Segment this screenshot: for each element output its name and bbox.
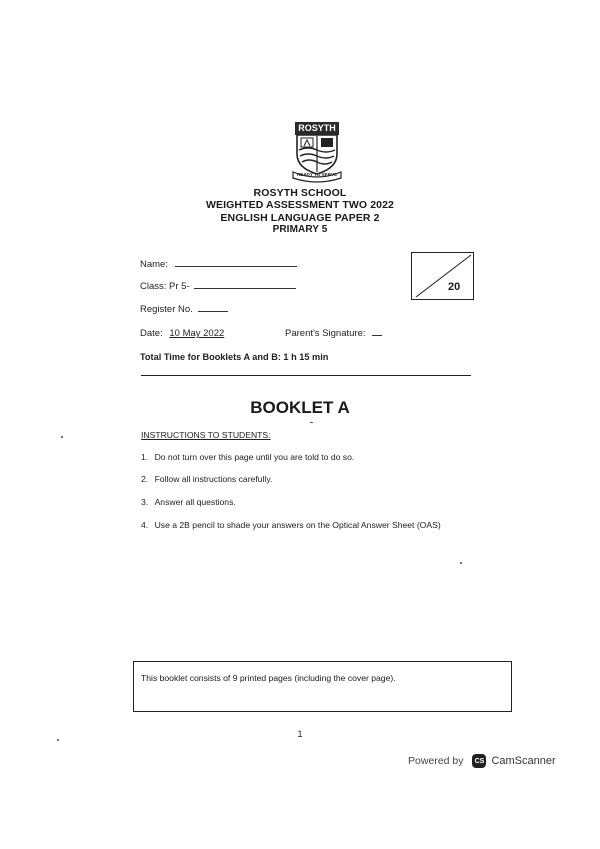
school-name: ROSYTH SCHOOL	[253, 187, 347, 199]
crest-name: ROSYTH	[298, 123, 336, 133]
date-field	[140, 328, 224, 339]
page-count-notice: This booklet consists of 9 printed pages (including the cover page).	[141, 673, 396, 683]
scan-speck	[57, 739, 59, 741]
assessment-title: WEIGHTED ASSESSMENT TWO 2022	[206, 199, 394, 211]
instructions-heading: INSTRUCTIONS TO STUDENTS:	[141, 430, 271, 440]
instruction-item-1	[141, 452, 354, 462]
instruction-number: 4.	[141, 520, 149, 530]
register-label: Register No.	[140, 304, 193, 315]
score-box	[411, 252, 474, 300]
register-field	[140, 304, 228, 315]
paper-title: ENGLISH LANGUAGE PAPER 2	[220, 212, 380, 224]
name-line	[175, 266, 297, 267]
instruction-text: Do not turn over this page until you are told to do so.	[154, 452, 355, 462]
scan-speck	[460, 562, 462, 564]
crest-motto: READY TO SERVE	[296, 172, 338, 177]
scan-speck	[61, 436, 63, 438]
camscanner-brand: CamScanner	[491, 755, 556, 767]
instruction-item-3	[141, 497, 236, 507]
instruction-item-4	[141, 520, 441, 530]
instruction-text: Use a 2B pencil to shade your answers on the Optical Answer Sheet (OAS)	[154, 520, 441, 530]
instruction-number: 3.	[141, 497, 149, 507]
camscanner-watermark	[408, 753, 556, 769]
instruction-number: 2.	[141, 474, 149, 484]
total-time: Total Time for Booklets A and B: 1 h 15 min	[140, 352, 329, 362]
signature-line	[372, 335, 382, 336]
class-field	[140, 281, 296, 292]
booklet-title: BOOKLET A	[250, 398, 350, 417]
header-divider	[141, 375, 471, 376]
camscanner-logo-icon	[472, 754, 486, 768]
signature-label: Parent's Signature:	[285, 328, 366, 339]
powered-by-text: Powered by	[408, 755, 464, 767]
instruction-number: 1.	[141, 452, 149, 462]
register-line	[198, 311, 228, 312]
page-number: 1	[297, 729, 303, 739]
class-line	[194, 288, 296, 289]
class-label: Class: Pr 5-	[140, 281, 190, 292]
school-crest	[291, 120, 343, 184]
signature-field	[285, 328, 382, 339]
instruction-text: Answer all questions.	[154, 497, 236, 507]
date-label: Date:	[140, 328, 163, 339]
scan-speck	[310, 422, 313, 423]
instruction-text: Follow all instructions carefully.	[154, 474, 273, 484]
score-total: 20	[448, 281, 461, 293]
camscanner-badge: CS	[474, 757, 485, 765]
date-value: 10 May 2022	[169, 328, 225, 339]
instruction-item-2	[141, 474, 272, 484]
level-title: PRIMARY 5	[272, 224, 328, 235]
name-label: Name:	[140, 259, 168, 270]
page-count-notice-box	[133, 661, 512, 712]
name-field	[140, 259, 297, 270]
score-divider-line	[412, 253, 473, 299]
